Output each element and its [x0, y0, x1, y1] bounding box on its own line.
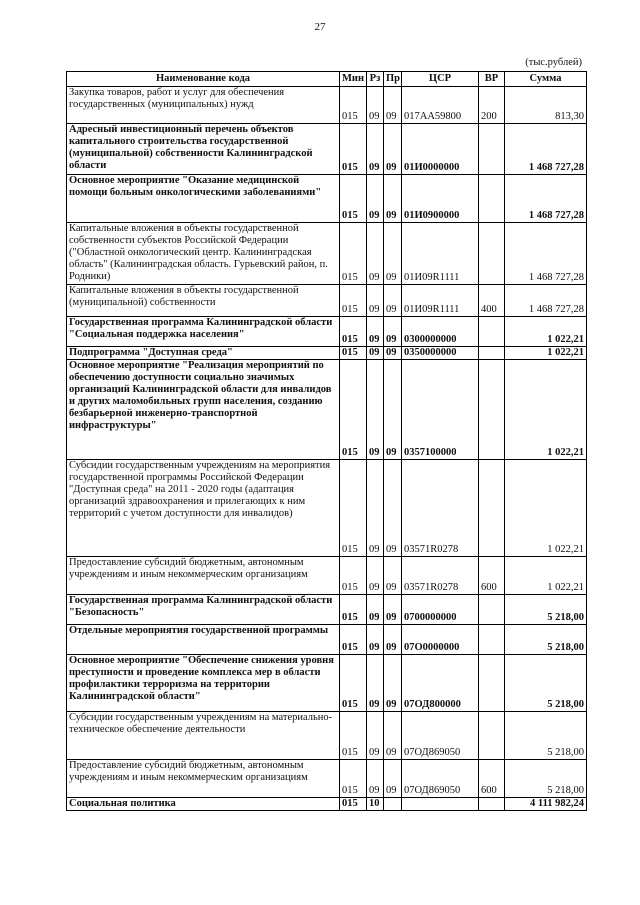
- table-row: [67, 175, 587, 223]
- cell-pr: 09: [384, 625, 402, 655]
- table-row: [67, 595, 587, 625]
- cell-sum: 1 468 727,28: [505, 223, 587, 285]
- cell-csr: 0300000000: [402, 317, 479, 347]
- cell-pr: 09: [384, 712, 402, 760]
- cell-vr: [479, 712, 505, 760]
- cell-name: Государственная программа Калининградской области "Безопасность": [67, 595, 340, 625]
- cell-vr: [479, 595, 505, 625]
- table-row: [67, 124, 587, 175]
- cell-min: 015: [340, 655, 367, 712]
- cell-csr: 01И09R1111: [402, 223, 479, 285]
- cell-min: 015: [340, 798, 367, 811]
- cell-pr: 09: [384, 317, 402, 347]
- table-row: [67, 285, 587, 317]
- cell-vr: 600: [479, 760, 505, 798]
- table-row: [67, 460, 587, 557]
- cell-csr: 07ОД800000: [402, 655, 479, 712]
- cell-rz: 09: [367, 124, 384, 175]
- cell-csr: 01И0900000: [402, 175, 479, 223]
- header-sum: Сумма: [505, 72, 587, 87]
- cell-csr: 0357100000: [402, 360, 479, 460]
- cell-min: 015: [340, 317, 367, 347]
- table-row: [67, 760, 587, 798]
- cell-pr: 09: [384, 175, 402, 223]
- cell-csr: 0700000000: [402, 595, 479, 625]
- cell-pr: 09: [384, 360, 402, 460]
- cell-pr: 09: [384, 655, 402, 712]
- table-row: [67, 655, 587, 712]
- cell-csr: 07ОД869050: [402, 760, 479, 798]
- cell-min: 015: [340, 625, 367, 655]
- cell-sum: 1 468 727,28: [505, 285, 587, 317]
- cell-pr: [384, 798, 402, 811]
- cell-csr: 01И09R1111: [402, 285, 479, 317]
- cell-rz: 09: [367, 760, 384, 798]
- cell-sum: 813,30: [505, 87, 587, 124]
- cell-name: Капитальные вложения в объекты государственной (муниципальной) собственности: [67, 285, 340, 317]
- cell-min: 015: [340, 175, 367, 223]
- cell-sum: 1 022,21: [505, 317, 587, 347]
- table-row: [67, 223, 587, 285]
- cell-csr: 03571R0278: [402, 460, 479, 557]
- cell-name: Социальная политика: [67, 798, 340, 811]
- cell-vr: [479, 655, 505, 712]
- cell-sum: 5 218,00: [505, 760, 587, 798]
- header-rz: Рз: [367, 72, 384, 87]
- cell-name: Предоставление субсидий бюджетным, автономным учреждениям и иным некоммерческим организациям: [67, 760, 340, 798]
- table-row: [67, 798, 587, 811]
- header-min: Мин: [340, 72, 367, 87]
- cell-min: 015: [340, 460, 367, 557]
- cell-name: Субсидии государственным учреждениям на мероприятия государственной программы Российской Федерации "Доступная среда" на 2011 - 2020 годы (адаптация организаций здравоохранения и прилегающих к ним территорий с учетом доступности для инвалидов): [67, 460, 340, 557]
- cell-name: Основное мероприятие "Реализация мероприятий по обеспечению доступности социально значимых организаций Калининградской области для инвалидов и других маломобильных групп населения, созданию безбарьерной инженерно-транспортной инфраструктуры": [67, 360, 340, 460]
- cell-rz: 09: [367, 595, 384, 625]
- cell-rz: 09: [367, 347, 384, 360]
- cell-pr: 09: [384, 347, 402, 360]
- cell-name: Капитальные вложения в объекты государственной собственности субъектов Российской Федерации ("Областной онкологический центр. Калининградская область" (Калининградская область. Гурьевский район, п. Родники): [67, 223, 340, 285]
- cell-sum: 5 218,00: [505, 595, 587, 625]
- table-row: [67, 360, 587, 460]
- page-number: 27: [314, 21, 326, 33]
- cell-min: 015: [340, 595, 367, 625]
- cell-csr: 07ОД869050: [402, 712, 479, 760]
- cell-vr: [479, 460, 505, 557]
- cell-vr: [479, 223, 505, 285]
- cell-rz: 09: [367, 223, 384, 285]
- cell-min: 015: [340, 223, 367, 285]
- table-row: [67, 712, 587, 760]
- units-label: (тыс.рублей): [525, 57, 582, 68]
- cell-name: Основное мероприятие "Обеспечение снижения уровня преступности и проведение комплекса мер в области профилактики терроризма на территории Калининградской области": [67, 655, 340, 712]
- cell-pr: 09: [384, 285, 402, 317]
- cell-csr: 01И0000000: [402, 124, 479, 175]
- cell-vr: [479, 360, 505, 460]
- cell-csr: 07О0000000: [402, 625, 479, 655]
- cell-min: 015: [340, 760, 367, 798]
- table-row: [67, 87, 587, 124]
- cell-min: 015: [340, 712, 367, 760]
- header-vr: ВР: [479, 72, 505, 87]
- cell-pr: 09: [384, 760, 402, 798]
- cell-vr: 400: [479, 285, 505, 317]
- cell-rz: 10: [367, 798, 384, 811]
- budget-table: [66, 71, 587, 811]
- cell-name: Основное мероприятие "Оказание медицинской помощи больным онкологическими заболеваниями": [67, 175, 340, 223]
- cell-rz: 09: [367, 712, 384, 760]
- cell-vr: [479, 317, 505, 347]
- cell-min: 015: [340, 87, 367, 124]
- cell-pr: 09: [384, 460, 402, 557]
- table-row: [67, 557, 587, 595]
- cell-rz: 09: [367, 625, 384, 655]
- cell-vr: [479, 175, 505, 223]
- cell-sum: 1 468 727,28: [505, 175, 587, 223]
- table-row: [67, 347, 587, 360]
- table-row: [67, 317, 587, 347]
- cell-csr: 017AA59800: [402, 87, 479, 124]
- cell-name: Предоставление субсидий бюджетным, автономным учреждениям и иным некоммерческим организациям: [67, 557, 340, 595]
- cell-vr: 600: [479, 557, 505, 595]
- cell-pr: 09: [384, 124, 402, 175]
- cell-rz: 09: [367, 285, 384, 317]
- cell-csr: [402, 798, 479, 811]
- cell-sum: 5 218,00: [505, 625, 587, 655]
- cell-rz: 09: [367, 317, 384, 347]
- cell-vr: 200: [479, 87, 505, 124]
- cell-vr: [479, 625, 505, 655]
- cell-pr: 09: [384, 87, 402, 124]
- cell-rz: 09: [367, 175, 384, 223]
- cell-sum: 1 468 727,28: [505, 124, 587, 175]
- header-pr: Пр: [384, 72, 402, 87]
- cell-csr: 03571R0278: [402, 557, 479, 595]
- cell-name: Адресный инвестиционный перечень объектов капитального строительства государственной (муниципальной) собственности Калининградской области: [67, 124, 340, 175]
- cell-min: 015: [340, 124, 367, 175]
- cell-rz: 09: [367, 87, 384, 124]
- cell-min: 015: [340, 347, 367, 360]
- cell-sum: 1 022,21: [505, 460, 587, 557]
- table-header-row: [67, 72, 587, 87]
- cell-min: 015: [340, 360, 367, 460]
- cell-pr: 09: [384, 595, 402, 625]
- cell-pr: 09: [384, 557, 402, 595]
- cell-sum: 4 111 982,24: [505, 798, 587, 811]
- table-row: [67, 625, 587, 655]
- cell-sum: 5 218,00: [505, 655, 587, 712]
- cell-sum: 1 022,21: [505, 347, 587, 360]
- cell-vr: [479, 798, 505, 811]
- header-csr: ЦСР: [402, 72, 479, 87]
- cell-rz: 09: [367, 557, 384, 595]
- cell-min: 015: [340, 285, 367, 317]
- cell-min: 015: [340, 557, 367, 595]
- cell-csr: 0350000000: [402, 347, 479, 360]
- cell-vr: [479, 124, 505, 175]
- cell-rz: 09: [367, 460, 384, 557]
- cell-sum: 5 218,00: [505, 712, 587, 760]
- cell-rz: 09: [367, 360, 384, 460]
- cell-name: Подпрограмма "Доступная среда": [67, 347, 340, 360]
- cell-name: Закупка товаров, работ и услуг для обеспечения государственных (муниципальных) нужд: [67, 87, 340, 124]
- header-name: Наименование кода: [67, 72, 340, 87]
- cell-rz: 09: [367, 655, 384, 712]
- cell-name: Отдельные мероприятия государственной программы: [67, 625, 340, 655]
- cell-name: Государственная программа Калининградской области "Социальная поддержка населения": [67, 317, 340, 347]
- cell-sum: 1 022,21: [505, 557, 587, 595]
- cell-name: Субсидии государственным учреждениям на материально-техническое обеспечение деятельности: [67, 712, 340, 760]
- cell-sum: 1 022,21: [505, 360, 587, 460]
- cell-pr: 09: [384, 223, 402, 285]
- cell-vr: [479, 347, 505, 360]
